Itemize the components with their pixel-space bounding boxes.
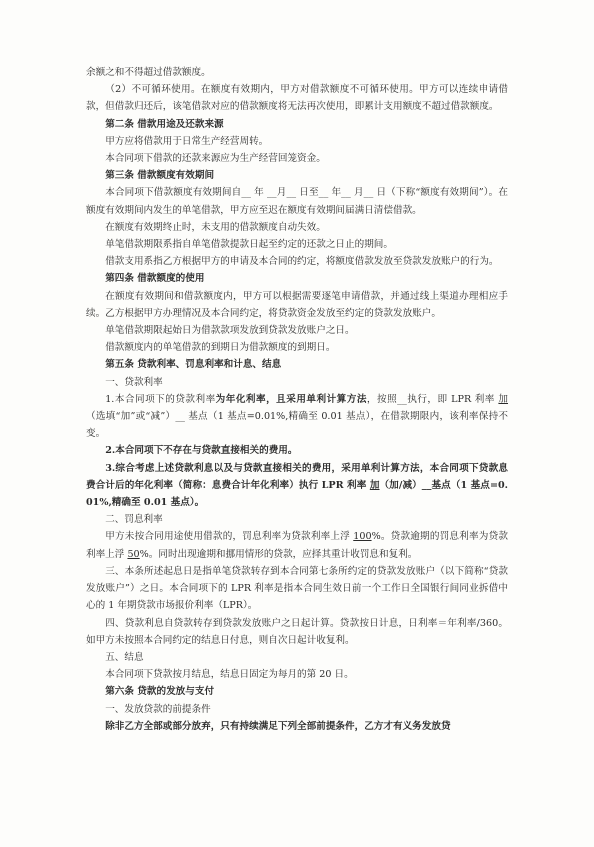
article-5-para-4 bbox=[86, 528, 508, 562]
article-4-para-1: 在额度有效期间和借款额度内，甲方可以根据需要逐笔申请借款，并通过线上渠道办理相应手续。乙方根据甲方办理情况及本合同约定，将贷款资金发放至约定的贷款发放账户。 bbox=[86, 290, 508, 319]
article-2-para-1: 甲方应将借款用于日常生产经营周转。 bbox=[105, 135, 269, 147]
article-5-section-5: 五、结息 bbox=[105, 651, 144, 663]
article-6-title: 第六条 贷款的发放与支付 bbox=[105, 686, 215, 698]
article-3-title: 第三条 借款额度有效期间 bbox=[105, 170, 215, 182]
article-5-para-5: 三、本条所述起息日是指单笔贷款转存到本合同第七条所约定的贷款发放账户（以下简称“贷款发放账户”）之日。本合同项下的 LPR 利率是指本合同生效日前一个工作日全国银行间同业拆借中心的 1 年期贷款市场报价利率（LPR）。 bbox=[86, 565, 508, 612]
article-4-title: 第四条 借款额度的使用 bbox=[105, 273, 205, 285]
para-4-text-a: 甲方未按合同用途使用借款的，罚息利率为贷款利率上浮 bbox=[105, 531, 354, 543]
article-5-title: 第五条 贷款利率、罚息利率和计息、结息 bbox=[105, 359, 282, 371]
para-1-text-d: （选填“加”或“减”）__ 基点（1 基点=0.01%,精确至 0.01 基点），在借款期限内，该利率保持不变。 bbox=[86, 411, 508, 440]
misuse-penalty-field: 100 bbox=[353, 531, 372, 543]
article-4-para-3: 借款额度内的单笔借款的到期日为借款额度的到期日。 bbox=[105, 342, 336, 354]
para-3-text-b: （加/减）__基点（1 基点=0.01%,精确至 0.01 基点）。 bbox=[86, 479, 509, 509]
rate-direction-field: 加 bbox=[498, 393, 509, 405]
article-5-para-7: 本合同项下贷款按月结息，结息日固定为每月的第 20 日。 bbox=[105, 669, 354, 681]
article-5-section-2: 二、罚息利率 bbox=[105, 514, 163, 526]
article-6-para-1: 除非乙方全部或部分放弃，只有持续满足下列全部前提条件，乙方才有义务发放贷 bbox=[105, 720, 451, 732]
article-3-para-4: 借款支用系指乙方根据甲方的申请及本合同的约定，将额度借款发放至贷款发放账户的行为。 bbox=[105, 256, 499, 268]
article-5-para-1 bbox=[86, 391, 508, 443]
article-3-para-2: 在额度有效期终止时，未支用的借款额度自动失效。 bbox=[105, 221, 326, 233]
article-3-para-1: 本合同项下借款额度有效期间自__ 年 __月__ 日至__ 年__ 月__ 日（下称“额度有效期间”）。在额度有效期间内发生的单笔借款，甲方应至迟在额度有效期间届满日清偿借款。 bbox=[86, 187, 508, 216]
para-1-text-a: 1.本合同项下的贷款利率 bbox=[105, 393, 216, 405]
para-3-text-a: 3.综合考虑上述贷款利息以及与贷款直接相关的费用，采用单利计算方法，本合同项下贷款息费合计后的年化利率（简称：息费合计年化利率）执行 LPR 利率 bbox=[86, 462, 508, 491]
article-2-title: 第二条 借款用途及还款来源 bbox=[105, 118, 224, 130]
article-6-section-1: 一、发放贷款的前提条件 bbox=[105, 703, 211, 715]
article-5-para-3 bbox=[86, 460, 508, 512]
article-3-para-3: 单笔借款期限系指自单笔借款提款日起至约定的还款之日止的期间。 bbox=[105, 239, 393, 251]
para-1-text-bold: 为年化利率，且采用单利计算方法 bbox=[215, 393, 367, 405]
para-4-text-c: %。同时出现逾期和挪用情形的贷款，应择其重计收罚息和复利。 bbox=[139, 548, 418, 560]
article-5-para-2: 2.本合同项下不存在与贷款直接相关的费用。 bbox=[105, 445, 298, 457]
article-5-section-1: 一、贷款利率 bbox=[105, 376, 163, 388]
overdue-penalty-field: 50 bbox=[127, 548, 140, 560]
para-1-text-c: ，按照__执行，即 LPR 利率 bbox=[366, 393, 499, 405]
article-5-para-6: 四、贷款利息自贷款转存到贷款发放账户之日起计算。贷款按日计息，日利率＝年利率/360。如甲方未按照本合同约定的结息日付息，则自次日起计收复利。 bbox=[86, 617, 508, 646]
para-4-text-b: %。贷款逾期的罚息利率为贷款利率上浮 bbox=[86, 531, 508, 560]
article-4-para-2: 单笔借款期限起始日为借款款项发放到贷款发放账户之日。 bbox=[105, 325, 355, 337]
para-non-revolving: （2）不可循环使用。在额度有效期内，甲方对借款额度不可循环使用。甲方可以连续申请借款，但借款归还后，该笔借款对应的借款额度将无法再次使用，即累计支用额度不超过借款额度。 bbox=[86, 84, 508, 113]
article-2-para-2: 本合同项下借款的还款来源应为生产经营回笼资金。 bbox=[105, 153, 326, 165]
para-credit-limit-end: 余额之和不得超过借款额度。 bbox=[86, 67, 211, 78]
total-rate-direction-field: 加 bbox=[369, 479, 380, 491]
